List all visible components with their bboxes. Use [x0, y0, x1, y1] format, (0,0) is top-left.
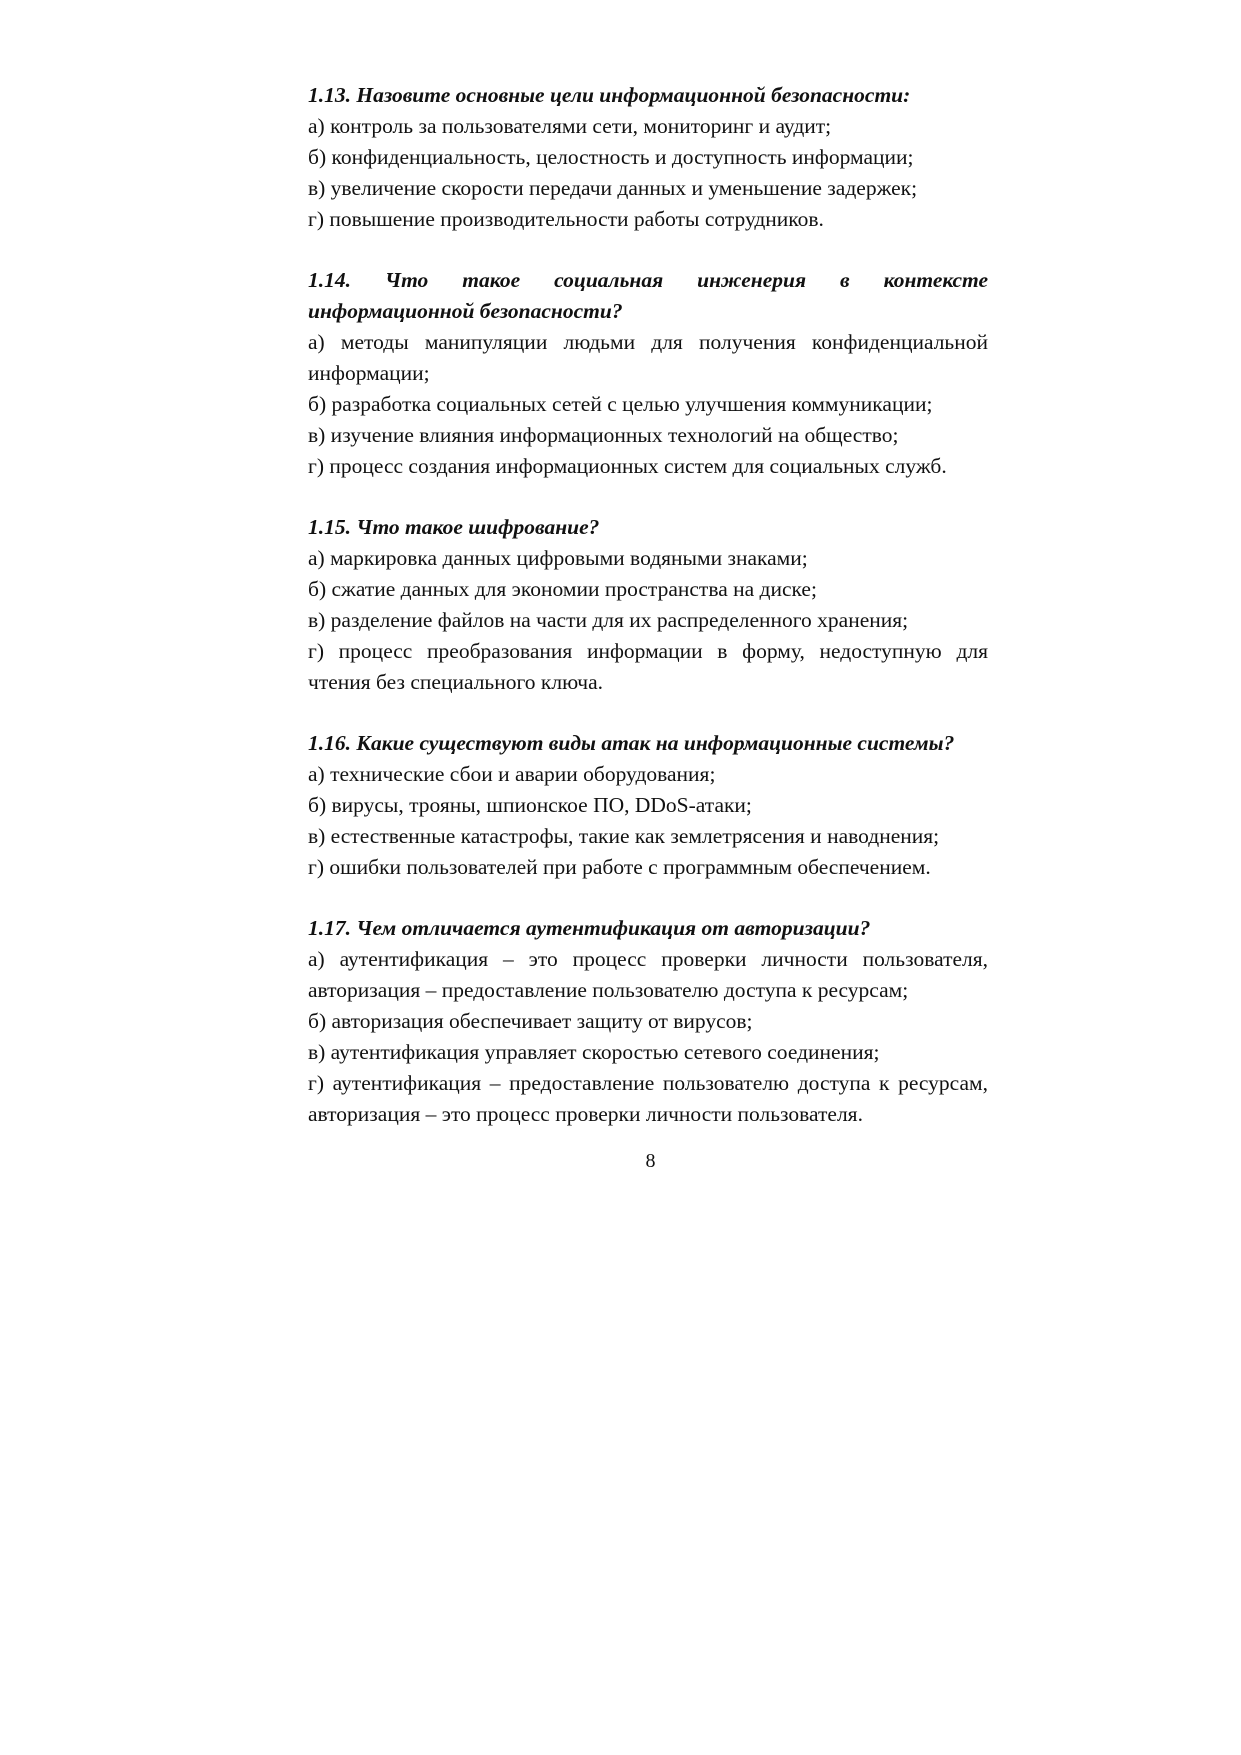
- answer-c: в) аутентификация управляет скоростью сетевого соединения;: [308, 1040, 880, 1064]
- answer-b: б) разработка социальных сетей с целью улучшения коммуникации;: [308, 392, 933, 416]
- question-1-17: [308, 913, 988, 1130]
- question-title: 1.13. Назовите основные цели информационной безопасности:: [308, 83, 911, 107]
- answer-b: б) вирусы, трояны, шпионское ПО, DDoS-атаки;: [308, 793, 752, 817]
- answer-a: а) контроль за пользователями сети, мониторинг и аудит;: [308, 114, 832, 138]
- answer-d: г) процесс создания информационных систем для социальных служб.: [308, 454, 947, 478]
- question-title: 1.16. Какие существуют виды атак на информационные системы?: [308, 731, 955, 755]
- answer-d: г) ошибки пользователей при работе с программным обеспечением.: [308, 855, 931, 879]
- answer-c: в) естественные катастрофы, такие как землетрясения и наводнения;: [308, 824, 940, 848]
- answer-a: а) аутентификация – это процесс проверки личности пользователя, авторизация – предоставление пользователю доступа к ресурсам;: [308, 947, 988, 1002]
- answer-a: а) методы манипуляции людьми для получения конфиденциальной информации;: [308, 330, 988, 385]
- answer-a: а) маркировка данных цифровыми водяными знаками;: [308, 546, 808, 570]
- answer-d: г) процесс преобразования информации в форму, недоступную для чтения без специального ключа.: [308, 639, 988, 694]
- answer-a: а) технические сбои и аварии оборудования;: [308, 762, 716, 786]
- answer-c: в) увеличение скорости передачи данных и уменьшение задержек;: [308, 176, 918, 200]
- answer-c: в) изучение влияния информационных технологий на общество;: [308, 423, 899, 447]
- question-1-15: [308, 512, 988, 698]
- question-1-14: [308, 265, 988, 482]
- page-content: [308, 80, 988, 1160]
- answer-b: б) авторизация обеспечивает защиту от вирусов;: [308, 1009, 753, 1033]
- answer-d: г) повышение производительности работы сотрудников.: [308, 207, 824, 231]
- question-title: 1.17. Чем отличается аутентификация от авторизации?: [308, 916, 871, 940]
- answer-b: б) конфиденциальность, целостность и доступность информации;: [308, 145, 914, 169]
- question-title: 1.14. Что такое социальная инженерия в контексте информационной безопасности?: [308, 268, 988, 323]
- answer-c: в) разделение файлов на части для их распределенного хранения;: [308, 608, 909, 632]
- answer-d: г) аутентификация – предоставление пользователю доступа к ресурсам, авторизация – это процесс проверки личности пользователя.: [308, 1071, 988, 1126]
- question-1-13: [308, 80, 988, 235]
- question-1-16: [308, 728, 988, 883]
- answer-b: б) сжатие данных для экономии пространства на диске;: [308, 577, 817, 601]
- page-number: 8: [645, 1150, 656, 1172]
- question-title: 1.15. Что такое шифрование?: [308, 515, 600, 539]
